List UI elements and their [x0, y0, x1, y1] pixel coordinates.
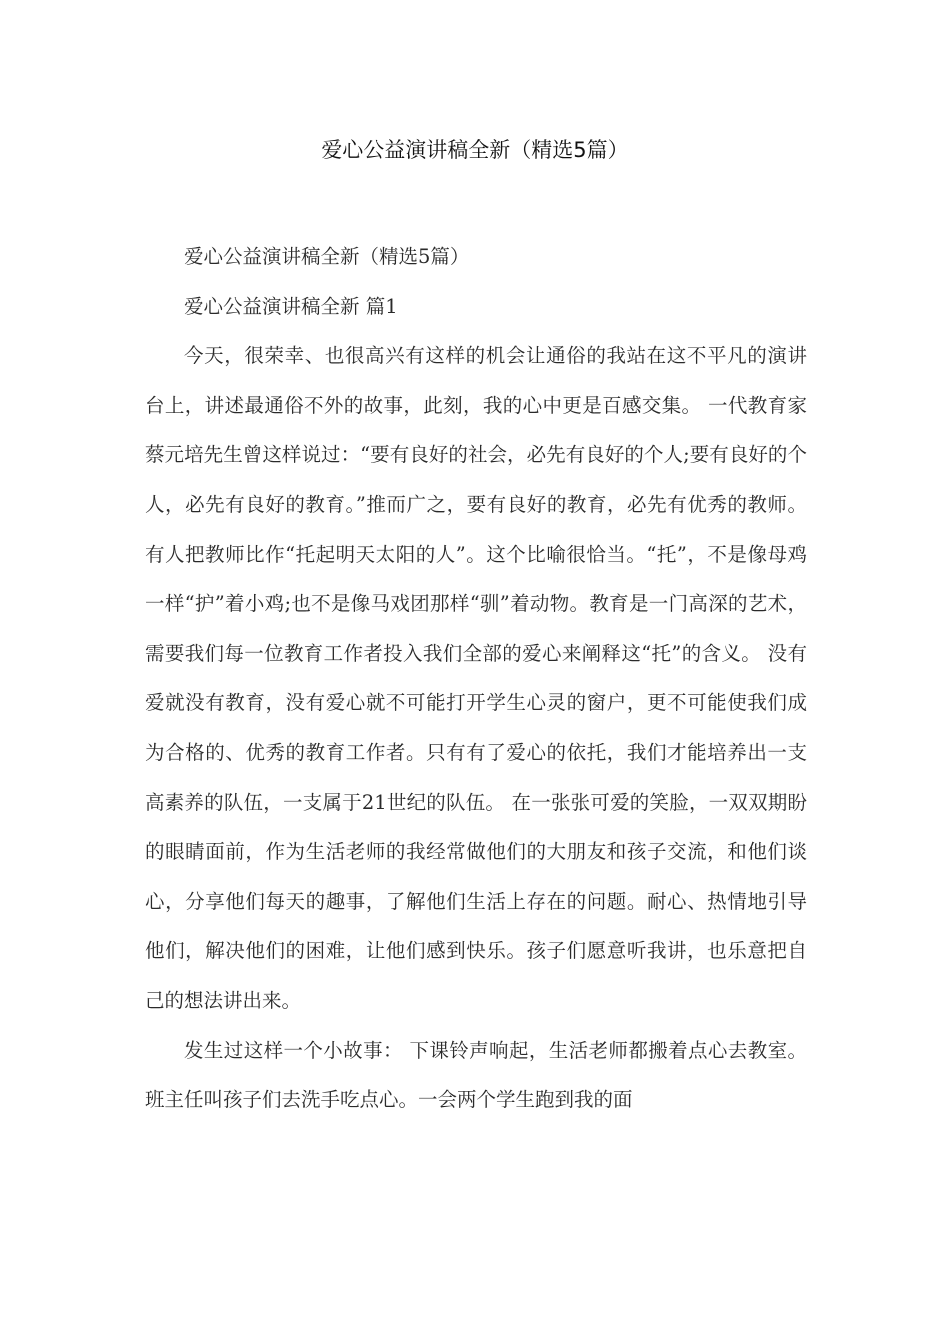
body-subtitle: 爱心公益演讲稿全新（精选5篇）: [184, 245, 470, 268]
body-paragraph: 今天，很荣幸、也很高兴有这样的机会让通俗的我站在这不平凡的演讲台上，讲述最通俗不外的故事，此刻，我的心中更是百感交集。 一代教育家蔡元培先生曾这样说过：“要有良好的社会，必先有良好的个人;要有良好的个人，必先有良好的教育。”推而广之，要有良好的教育，必先有优秀的教师。有人把教师比作“托起明天太阳的人”。这个比喻很恰当。“托”，不是像母鸡一样“护”着小鸡;也不是像马戏团那样“驯”着动物。教育是一门高深的艺术，需要我们每一位教育工作者投入我们全部的爱心来阐释这“托”的含义。 没有爱就没有教育，没有爱心就不可能打开学生心灵的窗户，更不可能使我们成为合格的、优秀的教育工作者。只有有了爱心的依托，我们才能培养出一支高素养的队伍，一支属于21世纪的队伍。 在一张张可爱的笑脸，一双双期盼的眼睛面前，作为生活老师的我经常做他们的大朋友和孩子交流，和他们谈心，分享他们每天的趣事，了解他们生活上存在的问题。耐心、热情地引导他们，解决他们的困难，让他们感到快乐。孩子们愿意听我讲，也乐意把自己的想法讲出来。: [145, 344, 807, 1012]
body-paragraph: 发生过这样一个小故事： 下课铃声响起，生活老师都搬着点心去教室。班主任叫孩子们去洗手吃点心。一会两个学生跑到我的面: [145, 1038, 807, 1112]
document-title: 爱心公益演讲稿全新（精选5篇）: [321, 138, 629, 162]
document-body: [145, 232, 807, 1125]
section-heading: 爱心公益演讲稿全新 篇1: [184, 294, 398, 318]
